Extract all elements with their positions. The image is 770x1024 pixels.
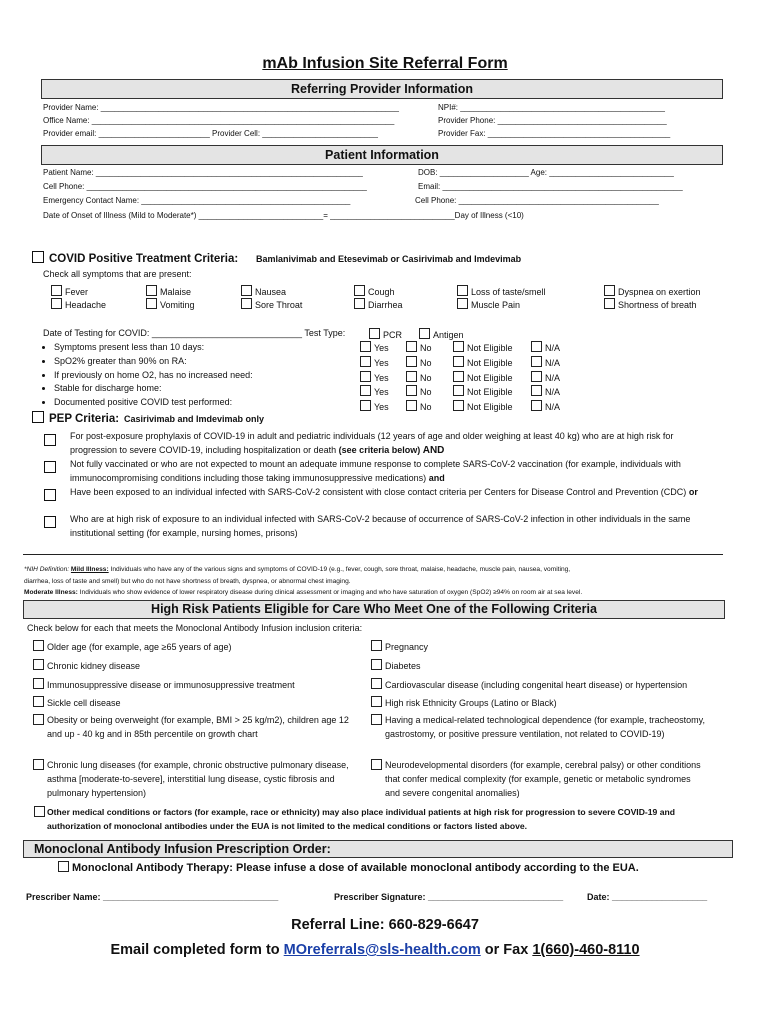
no-option[interactable]: No bbox=[406, 371, 432, 386]
na-option[interactable]: N/A bbox=[531, 385, 560, 400]
covid-criteria-label: COVID Positive Treatment Criteria: bbox=[49, 253, 239, 265]
dob-age-field[interactable]: DOB: ____________________ Age: ____________________________ bbox=[418, 168, 674, 177]
risk-cardiovascular[interactable]: Cardiovascular disease (including congenital heart disease) or hypertension bbox=[371, 678, 687, 690]
nih-mild-definition: *NIH Definition: Mild Illness: Individuals who have any of the various signs and symptoms of COVID-19 (e.g., fever, cough, sore throat, malaise, headache, muscle pain, nausea, vomiting, bbox=[24, 566, 571, 573]
checkbox-icon bbox=[371, 640, 382, 651]
symptom-headache[interactable]: Headache bbox=[51, 298, 106, 310]
checkbox-icon bbox=[419, 328, 430, 339]
nih-moderate-definition: Moderate Illness: Individuals who show evidence of lower respiratory disease during clinical assessment or imaging and who have saturation of oxygen (SpO2) ≥94% on room air at sea level. bbox=[24, 589, 583, 596]
risk-other-checkbox[interactable] bbox=[34, 806, 45, 817]
yes-option[interactable]: Yes bbox=[360, 341, 389, 356]
criteria-item: • If previously on home O2, has no increased need: bbox=[54, 369, 253, 383]
checkbox-icon bbox=[33, 678, 44, 689]
pep-item4-checkbox[interactable] bbox=[44, 516, 56, 528]
symptom-malaise[interactable]: Malaise bbox=[146, 285, 191, 297]
not-eligible-option[interactable]: Not Eligible bbox=[453, 385, 513, 400]
high-risk-intro: Check below for each that meets the Monoclonal Antibody Infusion inclusion criteria: bbox=[27, 623, 363, 633]
not-eligible-option[interactable]: Not Eligible bbox=[453, 356, 513, 371]
symptom-fever[interactable]: Fever bbox=[51, 285, 88, 297]
checkbox-icon bbox=[354, 285, 365, 296]
checkbox-icon bbox=[33, 696, 44, 707]
checkbox-icon bbox=[369, 328, 380, 339]
checkbox-icon bbox=[453, 400, 464, 411]
provider-name-field[interactable]: Provider Name: ___________________________________________________________________ bbox=[43, 103, 399, 112]
patient-email-field[interactable]: Email: ______________________________________________________ bbox=[418, 182, 683, 191]
fax-number: 1(660)-460-8110 bbox=[532, 942, 640, 958]
cell-phone-field[interactable]: Cell Phone: _______________________________________________________________ bbox=[43, 182, 367, 191]
provider-phone-field[interactable]: Provider Phone: ______________________________________ bbox=[438, 116, 667, 125]
not-eligible-column bbox=[453, 341, 513, 415]
prescription-header: Monoclonal Antibody Infusion Prescription Order: bbox=[23, 840, 733, 858]
risk-tech-dependence: Having a medical-related technological dependence (for example, tracheostomy, gastrostomy, or positive pressure ventilation, not related to COVID-19) bbox=[385, 715, 706, 739]
referring-provider-header: Referring Provider Information bbox=[41, 79, 723, 99]
pep-item3: Have been exposed to an individual infected with SARS-CoV-2 consistent with close contact criteria per Centers for Disease Control and Prevention (CDC) or bbox=[70, 487, 698, 497]
checkbox-icon bbox=[146, 298, 157, 309]
provider-fax-field[interactable]: Provider Fax: _________________________________________ bbox=[438, 129, 671, 138]
prescription-date-field[interactable]: Date: ___________________ bbox=[587, 892, 708, 902]
checkbox-icon bbox=[531, 371, 542, 382]
checkbox-icon bbox=[371, 659, 382, 670]
checkbox-icon bbox=[241, 298, 252, 309]
checkbox-icon bbox=[604, 285, 615, 296]
pep-item3-checkbox[interactable] bbox=[44, 489, 56, 501]
symptom-vomiting[interactable]: Vomiting bbox=[146, 298, 195, 310]
checkbox-icon bbox=[360, 341, 371, 352]
pep-item1-checkbox[interactable] bbox=[44, 434, 56, 446]
checkbox-icon bbox=[371, 678, 382, 689]
not-eligible-option[interactable]: Not Eligible bbox=[453, 400, 513, 415]
not-eligible-option[interactable]: Not Eligible bbox=[453, 341, 513, 356]
check-all-symptoms-label: Check all symptoms that are present: bbox=[43, 269, 192, 279]
pep-criteria-checkbox[interactable] bbox=[32, 411, 44, 423]
therapy-option[interactable]: Monoclonal Antibody Therapy: Please infuse a dose of available monoclonal antibody according to the EUA. bbox=[58, 861, 639, 874]
na-column bbox=[531, 341, 560, 415]
risk-tech-dependence-checkbox[interactable] bbox=[371, 714, 382, 725]
covid-criteria-drugs: Bamlanivimab and Etesevimab or Casirivimab and Imdevimab bbox=[256, 254, 522, 264]
symptom-sore-throat[interactable]: Sore Throat bbox=[241, 298, 302, 310]
criteria-item: • Symptoms present less than 10 days: bbox=[54, 341, 253, 355]
covid-criteria-list bbox=[40, 341, 253, 410]
covid-criteria-row bbox=[32, 251, 238, 265]
symptom-muscle-pain[interactable]: Muscle Pain bbox=[457, 298, 520, 310]
checkbox-icon bbox=[360, 371, 371, 382]
yes-column bbox=[360, 341, 389, 415]
pep-item2: Not fully vaccinated or who are not expected to mount an adequate immune response to complete SARS-CoV-2 vaccination (for example, individuals with immunocompromising conditions including those taking immunosuppressive medications) and bbox=[70, 459, 681, 483]
checkbox-icon bbox=[360, 356, 371, 367]
risk-sickle-cell[interactable]: Sickle cell disease bbox=[33, 696, 121, 708]
prescriber-signature-field[interactable]: Prescriber Signature: ___________________________ bbox=[334, 892, 564, 902]
checkbox-icon bbox=[457, 298, 468, 309]
covid-criteria-checkbox[interactable] bbox=[32, 251, 44, 263]
prescriber-name-field[interactable]: Prescriber Name: ___________________________________ bbox=[26, 892, 279, 902]
onset-date-field[interactable]: Date of Onset of Illness (Mild to Moderate*) ____________________________= ____________________________Day of Illness (<10) bbox=[43, 211, 524, 220]
patient-name-field[interactable]: Patient Name: ____________________________________________________________ bbox=[43, 168, 363, 177]
yes-option[interactable]: Yes bbox=[360, 385, 389, 400]
checkbox-icon bbox=[531, 356, 542, 367]
date-of-testing-field[interactable]: Date of Testing for COVID: ______________________________ Test Type: bbox=[43, 328, 346, 338]
provider-email-field[interactable]: Provider email: _________________________ Provider Cell: __________________________ bbox=[43, 129, 378, 138]
office-name-field[interactable]: Office Name: ____________________________________________________________________ bbox=[43, 116, 395, 125]
high-risk-header: High Risk Patients Eligible for Care Who Meet One of the Following Criteria bbox=[23, 600, 725, 619]
pep-item2-checkbox[interactable] bbox=[44, 461, 56, 473]
patient-information-header: Patient Information bbox=[41, 145, 723, 165]
checkbox-icon bbox=[406, 341, 417, 352]
symptom-diarrhea[interactable]: Diarrhea bbox=[354, 298, 403, 310]
yes-option[interactable]: Yes bbox=[360, 371, 389, 386]
symptom-nausea[interactable]: Nausea bbox=[241, 285, 286, 297]
npi-field[interactable]: NPI#: ______________________________________________ bbox=[438, 103, 665, 112]
checkbox-icon bbox=[354, 298, 365, 309]
symptom-shortness-breath[interactable]: Shortness of breath bbox=[604, 298, 697, 310]
risk-older-age[interactable]: Older age (for example, age ≥65 years of age) bbox=[33, 640, 232, 652]
pep-criteria-row bbox=[32, 411, 119, 425]
risk-other-conditions: Other medical conditions or factors (for example, race or ethnicity) may also place individual patients at high risk for progression to severe COVID-19 and authorization of monoclonal antibodies under the EUA is not limited to the medical conditions or factors listed above. bbox=[47, 807, 675, 831]
pep-drugs: Casirivimab and Imdevimab only bbox=[124, 414, 265, 424]
checkbox-icon bbox=[406, 400, 417, 411]
risk-diabetes[interactable]: Diabetes bbox=[371, 659, 421, 671]
na-option[interactable]: N/A bbox=[531, 400, 560, 415]
pep-item1: For post-exposure prophylaxis of COVID-19 in adult and pediatric individuals (12 years of age and older weighing at least 40 kg) who are at high risk for progression to severe COVID-19, including hospitalization or death (see criteria below) AND bbox=[70, 431, 674, 456]
pep-item4: Who are at high risk of exposure to an individual infected with SARS-CoV-2 because of occurrence of SARS-CoV-2 infection in other individuals in the same institutional setting (for example, nursing homes, prisons) bbox=[70, 514, 691, 538]
referral-line: Referral Line: 660-829-6647 bbox=[291, 917, 479, 933]
no-column bbox=[406, 341, 432, 415]
checkbox-icon bbox=[453, 385, 464, 396]
no-option[interactable]: No bbox=[406, 385, 432, 400]
no-option[interactable]: No bbox=[406, 356, 432, 371]
risk-pregnancy[interactable]: Pregnancy bbox=[371, 640, 428, 652]
na-option[interactable]: N/A bbox=[531, 371, 560, 386]
email-prefix: Email completed form to bbox=[110, 942, 280, 958]
checkbox-icon bbox=[604, 298, 615, 309]
symptom-dyspnea[interactable]: Dyspnea on exertion bbox=[604, 285, 701, 297]
checkbox-icon bbox=[360, 400, 371, 411]
checkbox-icon bbox=[453, 356, 464, 367]
checkbox-icon bbox=[531, 341, 542, 352]
checkbox-icon bbox=[406, 385, 417, 396]
symptom-loss-taste[interactable]: Loss of taste/smell bbox=[457, 285, 546, 297]
emergency-contact-field[interactable]: Emergency Contact Name: _______________________________________________ bbox=[43, 196, 351, 205]
risk-obesity-checkbox[interactable] bbox=[33, 714, 44, 725]
criteria-item: • Stable for discharge home: bbox=[54, 382, 253, 396]
or-fax-label: or Fax bbox=[484, 942, 529, 958]
risk-neurodevelopmental-checkbox[interactable] bbox=[371, 759, 382, 770]
checkbox-icon bbox=[360, 385, 371, 396]
risk-kidney-disease[interactable]: Chronic kidney disease bbox=[33, 659, 140, 671]
risk-neurodevelopmental: Neurodevelopmental disorders (for example, cerebral palsy) or other conditions that confer medical complexity (for example, genetic or metabolic syndromes and severe congenital anomalies) bbox=[385, 760, 701, 798]
na-option[interactable]: N/A bbox=[531, 356, 560, 371]
risk-ethnicity[interactable]: High risk Ethnicity Groups (Latino or Black) bbox=[371, 696, 557, 708]
nih-mild-definition-cont: diarrhea, loss of taste and smell) but who do not have shortness of breath, dyspnea, or abnormal chest imaging. bbox=[24, 578, 351, 585]
pep-criteria-label: PEP Criteria: bbox=[49, 413, 120, 425]
yes-option[interactable]: Yes bbox=[360, 400, 389, 415]
checkbox-icon bbox=[241, 285, 252, 296]
emergency-phone-field[interactable]: Cell Phone: _____________________________________________ bbox=[415, 196, 659, 205]
risk-immunosuppressive[interactable]: Immunosuppressive disease or immunosuppressive treatment bbox=[33, 678, 295, 690]
checkbox-icon bbox=[33, 640, 44, 651]
checkbox-icon bbox=[146, 285, 157, 296]
no-option[interactable]: No bbox=[406, 400, 432, 415]
symptom-cough[interactable]: Cough bbox=[354, 285, 395, 297]
na-option[interactable]: N/A bbox=[531, 341, 560, 356]
checkbox-icon bbox=[58, 861, 69, 872]
criteria-item: • Documented positive COVID test performed: bbox=[54, 396, 253, 410]
email-link[interactable]: MOreferrals@sls-health.com bbox=[283, 942, 481, 958]
not-eligible-option[interactable]: Not Eligible bbox=[453, 371, 513, 386]
risk-lung-disease-checkbox[interactable] bbox=[33, 759, 44, 770]
form-title: mAb Infusion Site Referral Form bbox=[262, 55, 508, 72]
no-option[interactable]: No bbox=[406, 341, 432, 356]
checkbox-icon bbox=[457, 285, 468, 296]
test-type-pcr[interactable]: PCR bbox=[369, 328, 402, 340]
checkbox-icon bbox=[531, 400, 542, 411]
checkbox-icon bbox=[453, 371, 464, 382]
section-divider bbox=[23, 554, 723, 555]
checkbox-icon bbox=[406, 356, 417, 367]
risk-obesity: Obesity or being overweight (for example, BMI > 25 kg/m2), children age 12 and up - 40 kg and in 85th percentile on growth chart bbox=[47, 715, 349, 739]
checkbox-icon bbox=[531, 385, 542, 396]
yes-option[interactable]: Yes bbox=[360, 356, 389, 371]
checkbox-icon bbox=[51, 298, 62, 309]
checkbox-icon bbox=[51, 285, 62, 296]
checkbox-icon bbox=[406, 371, 417, 382]
checkbox-icon bbox=[371, 696, 382, 707]
test-type-antigen[interactable]: Antigen bbox=[419, 328, 464, 340]
checkbox-icon bbox=[33, 659, 44, 670]
risk-lung-disease: Chronic lung diseases (for example, chronic obstructive pulmonary disease, asthma [moderate-to-severe], interstitial lung disease, cystic fibrosis and pulmonary hypertension) bbox=[47, 760, 349, 798]
criteria-item: • SpO2% greater than 90% on RA: bbox=[54, 355, 253, 369]
email-fax-line bbox=[0, 942, 750, 958]
checkbox-icon bbox=[453, 341, 464, 352]
